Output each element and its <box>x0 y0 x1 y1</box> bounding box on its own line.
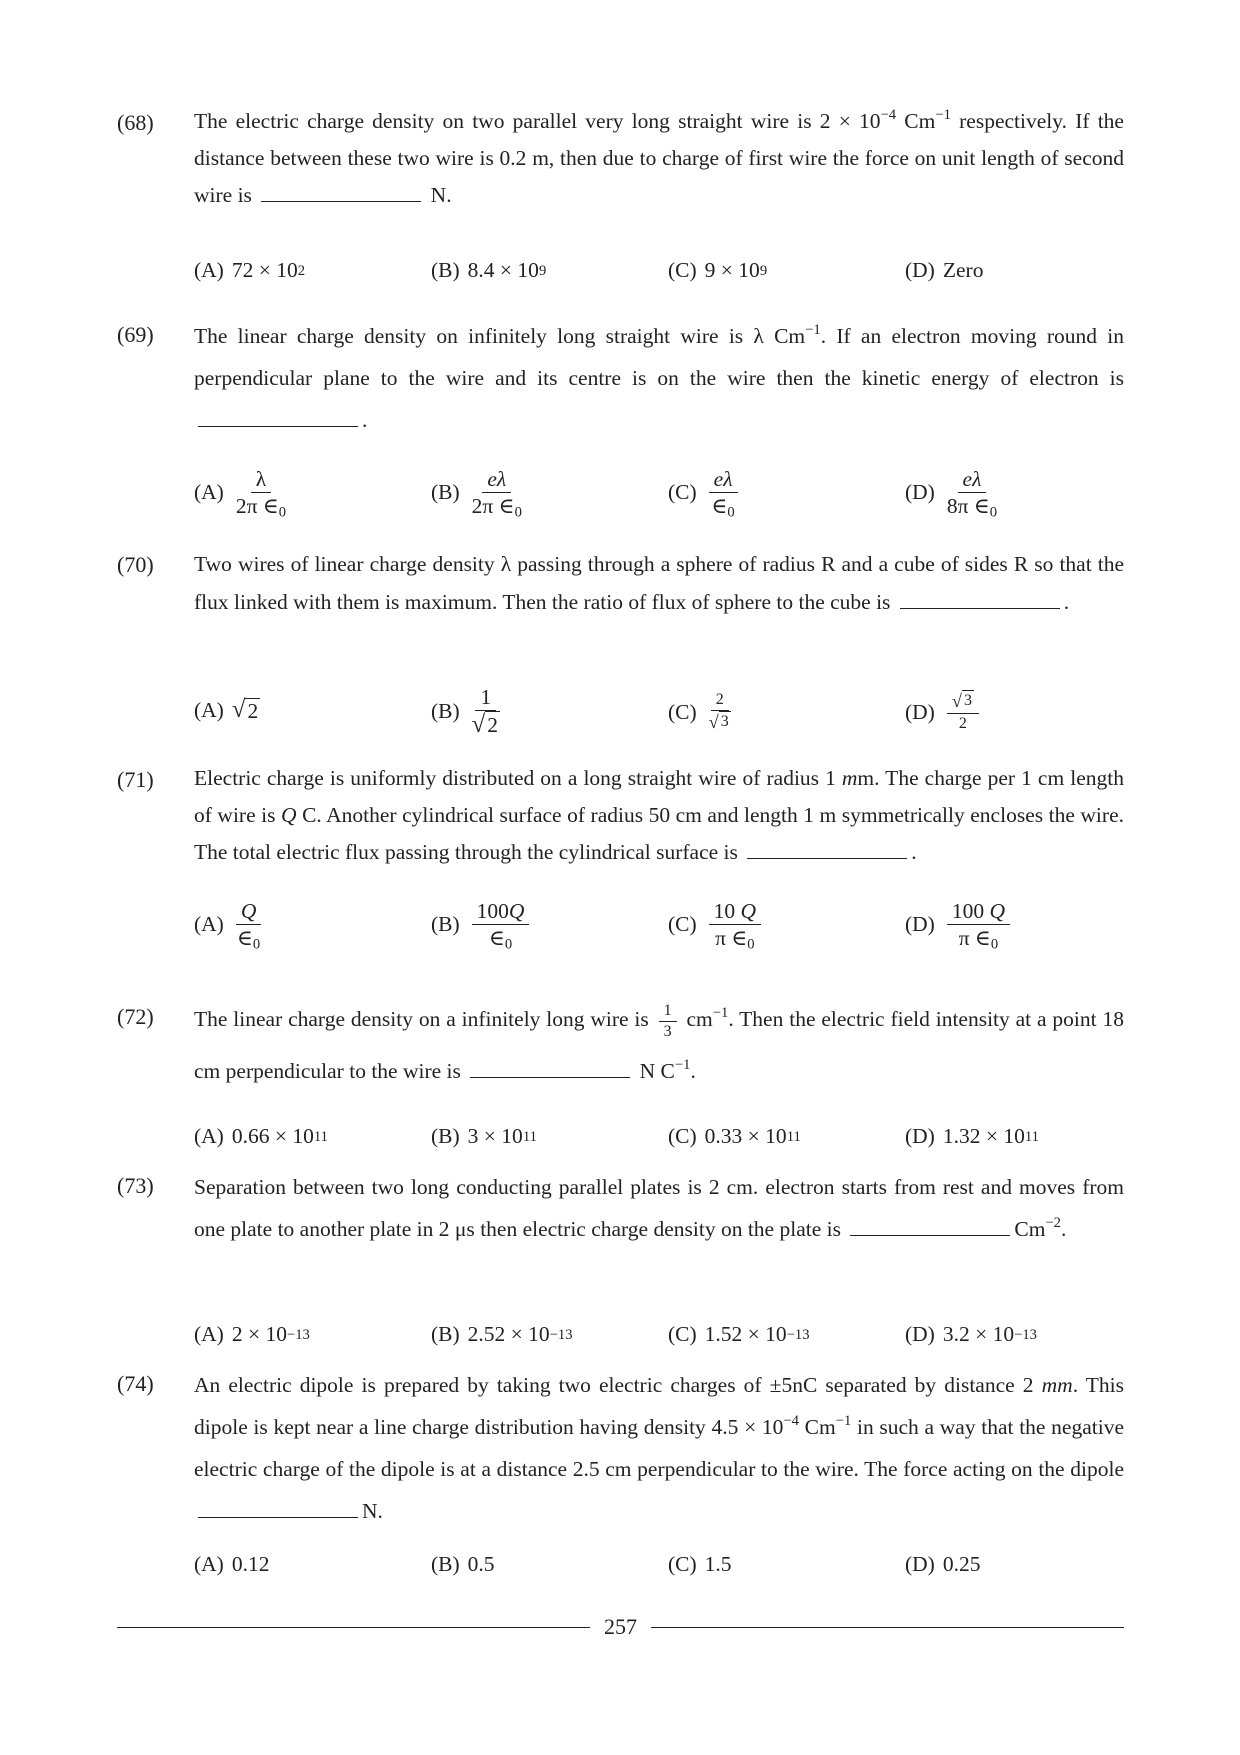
option-a: (A) 2 × 10 −13 <box>194 1322 310 1346</box>
option-b: (B) $\frac{100Q}{\in_0}$ <box>431 898 533 951</box>
question-number: (68) <box>117 110 154 135</box>
question-text: Electric charge is uniformly distributed on a long straight wire of radius 1 mm. The charge per 1 cm length of wire is Q C. Another cylindrical surface of radius 50 cm and length 1 m symmetrically encloses the wire. The total electric flux passing through the cylindrical surface is . <box>194 766 1124 864</box>
option-a: (A) 0.66 × 10 11 <box>194 1124 328 1148</box>
fraction: 1 √ 2 <box>471 685 498 738</box>
square-root: √ 2 <box>231 696 259 723</box>
option-a: (A) 0.12 <box>194 1552 270 1576</box>
question-number: (71) <box>117 767 154 792</box>
option-b: (B) 3 × 10 11 <box>431 1124 537 1148</box>
option-a: (A) √ 2 <box>194 696 259 723</box>
question-number: (72) <box>117 1004 154 1029</box>
option-b: (B) $\frac{e\lambda}{2\pi \in_0}$ <box>431 467 522 521</box>
question-text: An electric dipole is prepared by taking two electric charges of ±5nC separated by distance 2 mm. This dipole is kept near a line charge distribution having density $4.5 \times 10^{-4}$ $Cm^{-1}$ in such a way that the negative electric charge of the dipole is at a distance 2.5 cm perpendicular to the wire. The force acting on the dipole N. <box>194 1373 1124 1523</box>
option-c: (C) 1.52 × 10 −13 <box>668 1322 810 1346</box>
fraction: $\frac{e\lambda}{\in_0}$ <box>709 466 738 519</box>
option-d: (D) √ 3 2 <box>905 690 983 734</box>
option-b: (B) 1 √ 2 <box>431 685 498 738</box>
question-text: The electric charge density on two parallel very long straight wire is $2 \times 10^{-4}$ $Cm^{-1}$ respectively. If the distance between these two wire is 0.2 m, then due to charge of first wire the force on unit length of second wire is N. <box>194 107 1124 207</box>
fraction: $\frac{100 Q}{\pi \in_0}$ <box>947 898 1010 951</box>
answer-blank <box>900 589 1060 609</box>
option-d: (D) 3.2 × 10 −13 <box>905 1322 1037 1346</box>
answer-blank <box>470 1058 630 1078</box>
fraction: 2 √ 3 <box>708 691 729 732</box>
answer-blank <box>261 182 421 202</box>
option-c: (C) $\frac{e\lambda}{\in_0}$ <box>668 466 742 519</box>
question-number: (73) <box>117 1173 154 1198</box>
footer-rule-right <box>651 1627 1124 1628</box>
fraction: √ 3 2 <box>947 690 979 734</box>
option-c: (C) $\frac{10 Q}{\pi \in_0}$ <box>668 898 765 951</box>
question-text: Two wires of linear charge density λ passing through a sphere of radius R and a cube of sides R so that the flux linked with them is maximum. Then the ratio of flux of sphere to the cube is . <box>194 552 1125 614</box>
option-d: (D) 1.32 × 10 11 <box>905 1124 1039 1148</box>
question-number: (69) <box>117 322 154 347</box>
option-a: (A) 72 × 10 2 <box>194 258 306 282</box>
option-c: (C) 0.33 × 10 11 <box>668 1124 801 1148</box>
fraction: $\frac{\lambda}{2\pi \in_0}$ <box>235 467 287 521</box>
question-text: The linear charge density on a infinitely long wire is $\frac{1}{3}$ $cm^{-1}$. Then the electric field intensity at a point 18 cm perpendicular to the wire is N $C^{-1}$. <box>194 1001 1124 1083</box>
fraction: $\frac{Q}{\in_0}$ <box>237 899 261 953</box>
answer-blank <box>198 407 358 427</box>
answer-blank <box>198 1498 358 1518</box>
page-number: 257 <box>604 1614 637 1639</box>
option-a: (A) $\frac{Q}{\in_0}$ <box>194 899 261 953</box>
option-b: (B) 0.5 <box>431 1552 495 1576</box>
page-footer <box>117 1612 1124 1642</box>
option-d: (D) 0.25 <box>905 1552 981 1576</box>
question-text: Separation between two long conducting parallel plates is 2 cm. electron starts from rest and moves from one plate to another plate in 2 μs then electric charge density on the plate is $Cm^{-2}$. <box>194 1175 1124 1241</box>
answer-blank <box>747 839 907 859</box>
fraction: $\frac{10 Q}{\pi \in_0}$ <box>709 898 761 951</box>
answer-blank <box>850 1216 1010 1236</box>
fraction: $\frac{e\lambda}{8\pi \in_0}$ <box>946 467 998 521</box>
option-d: (D) $\frac{100 Q}{\pi \in_0}$ <box>905 898 1014 951</box>
option-d: (D) Zero <box>905 258 984 282</box>
option-b: (B) 8.4 × 10 9 <box>431 258 547 282</box>
fraction: $\frac{1}{3}$ <box>659 1001 677 1042</box>
option-c: (C) 2 √ 3 <box>668 691 729 732</box>
question-number: (70) <box>117 552 154 577</box>
fraction: $\frac{100Q}{\in_0}$ <box>472 898 530 951</box>
option-c: (C) 9 × 10 9 <box>668 258 768 282</box>
option-b: (B) 2.52 × 10 −13 <box>431 1322 573 1346</box>
option-c: (C) 1.5 <box>668 1552 732 1576</box>
option-d: (D) $\frac{e\lambda}{8\pi \in_0}$ <box>905 467 998 521</box>
option-a: (A) $\frac{\lambda}{2\pi \in_0}$ <box>194 467 287 521</box>
question-number: (74) <box>117 1371 154 1396</box>
fraction: $\frac{e\lambda}{2\pi \in_0}$ <box>471 467 522 521</box>
question-text: The linear charge density on infinitely long straight wire is λ $Cm^{-1}$. If an electron moving round in perpendicular plane to the wire and its centre is on the wire then the kinetic energy of electron is . <box>194 322 1124 432</box>
